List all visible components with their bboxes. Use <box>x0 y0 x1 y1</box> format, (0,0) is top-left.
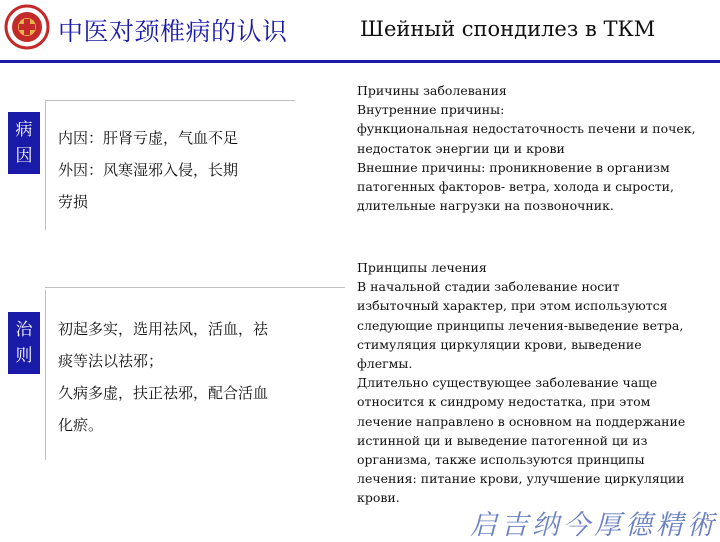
causes-ru-line: Причины заболевания <box>357 83 507 98</box>
causes-divider <box>45 100 46 230</box>
treatment-divider <box>45 290 46 460</box>
causes-badge-char: 因 <box>15 146 33 166</box>
treatment-badge-char: 则 <box>15 346 33 366</box>
page-title-chinese: 中医对颈椎病的认识 <box>58 17 288 46</box>
causes-ru-line: Внешние причины: проникновение в организм <box>357 159 670 175</box>
treatment-line: 初起多实，选用祛风，活血，祛 <box>58 320 269 338</box>
causes-ru-line: патогенных факторов- ветра, холода и сырости, <box>357 179 674 195</box>
causes-russian <box>357 81 696 215</box>
treatment-line: 久病多虚，扶正祛邪，配合活血 <box>58 384 269 402</box>
treatment-badge-char: 治 <box>15 320 33 340</box>
causes-ru-line: недостаток энергии ци и крови <box>357 140 565 156</box>
institution-logo <box>4 4 50 50</box>
cause-line: 外因：风寒湿邪入侵，长期 <box>58 161 239 179</box>
treatment-line: 痰等法以祛邪； <box>58 352 164 370</box>
causes-badge <box>8 112 40 174</box>
treatment-ru-line: стимуляция циркуляции крови, выведение <box>357 336 642 352</box>
calligraphy-signature: 启吉纳今厚德精術 <box>470 510 718 541</box>
cause-line: 劳损 <box>58 193 89 211</box>
treatment-ru-line: истинной ци и выведение патогенной ци из <box>357 432 648 448</box>
treatment-ru-line: лечения: питание крови, улучшение циркуляции <box>357 471 685 487</box>
treatment-ru-line: избыточный характер, при этом используются <box>357 298 668 314</box>
causes-top-rule <box>45 100 295 101</box>
treatment-line: 化瘀。 <box>58 416 104 434</box>
treatment-ru-line: лечение направлено в основном на поддержание <box>357 413 686 429</box>
causes-ru-line: функциональная недостаточность печени и почек, <box>357 121 696 137</box>
treatment-ru-line: Длительно существующее заболевание чаще <box>357 375 658 391</box>
treatment-ru-line: Принципы лечения <box>357 260 487 275</box>
causes-badge-char: 病 <box>15 120 33 140</box>
treatment-badge <box>8 312 40 374</box>
treatment-ru-line: организма, также используются принципы <box>357 452 645 468</box>
causes-ru-line: Внутренние причины: <box>357 102 505 118</box>
header-divider <box>0 60 720 63</box>
treatment-ru-line: следующие принципы лечения-выведение ветра, <box>357 317 684 333</box>
treatment-top-rule <box>45 287 345 288</box>
page-title-russian: Шейный спондилез в ТКМ <box>360 17 656 41</box>
causes-ru-line: длительные нагрузки на позвоночник. <box>357 198 614 214</box>
treatment-ru-line: относится к синдрому недостатка, при этом <box>357 394 651 410</box>
treatment-ru-line: крови. <box>357 490 400 506</box>
treatment-russian <box>357 258 685 508</box>
cause-line: 内因：肝肾亏虚，气血不足 <box>58 129 239 147</box>
treatment-ru-line: флегмы. <box>357 356 413 372</box>
treatment-ru-line: В начальной стадии заболевание носит <box>357 279 620 295</box>
